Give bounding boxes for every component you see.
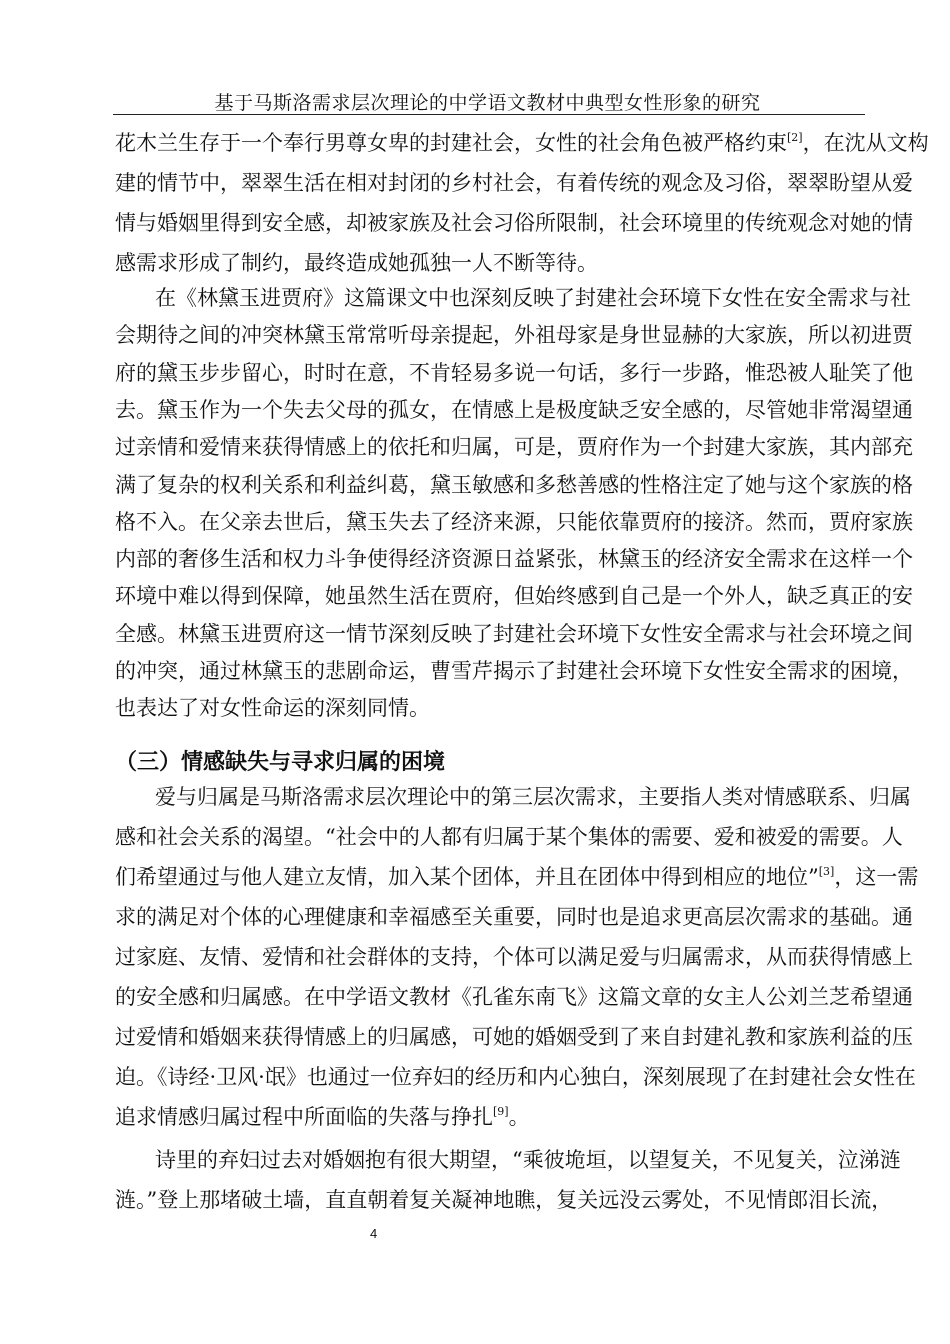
paragraph-line bbox=[115, 434, 913, 460]
paragraph-line bbox=[115, 824, 903, 850]
text-segment: 过家庭、友情、爱情和社会群体的支持，个体可以满足爱与归属需求，从而获得情感上 bbox=[115, 945, 913, 969]
text-segment: 诗里的弃妇过去对婚姻抱有很大期望，“乘彼垝垣，以望复关，不见复关，泣涕涟 bbox=[155, 1148, 901, 1172]
paragraph-line bbox=[115, 695, 860, 721]
paragraph-line bbox=[115, 210, 913, 236]
paragraph-line bbox=[115, 1024, 913, 1050]
text-segment: 的安全感和归属感。在中学语文教材《孔雀东南飞》这篇文章的女主人公刘兰芝希望通 bbox=[115, 985, 913, 1009]
citation-superscript: [9] bbox=[493, 1105, 509, 1118]
text-segment: 满了复杂的权利关系和利益纠葛，黛玉敏感和多愁善感的性格注定了她与这个家族的格 bbox=[115, 473, 913, 497]
paragraph-line bbox=[115, 170, 913, 196]
text-segment: 去。黛玉作为一个失去父母的孤女，在情感上是极度缺乏安全感的，尽管她非常渴望通 bbox=[115, 398, 913, 422]
paragraph-line bbox=[115, 621, 913, 647]
paragraph-line bbox=[115, 864, 919, 890]
text-segment: 过亲情和爱情来获得情感上的依托和归属，可是，贾府作为一个封建大家族，其内部充 bbox=[115, 435, 913, 459]
running-header: 基于马斯洛需求层次理论的中学语文教材中典型女性形象的研究 bbox=[214, 92, 761, 114]
text-segment: 情与婚姻里得到安全感，却被家族及社会习俗所限制，社会环境里的传统观念对她的情 bbox=[115, 211, 913, 235]
paragraph-line bbox=[115, 904, 913, 930]
paragraph-line bbox=[115, 397, 913, 423]
text-segment: 建的情节中，翠翠生活在相对封闭的乡村社会，有着传统的观念及习俗，翠翠盼望从爱 bbox=[115, 171, 913, 195]
paragraph-line bbox=[115, 984, 913, 1010]
paragraph-line bbox=[115, 472, 913, 498]
text-segment: 府的黛玉步步留心，时时在意，不肯轻易多说一句话，多行一步路，惟恐被人耻笑了他 bbox=[115, 361, 913, 385]
text-segment: 会期待之间的冲突林黛玉常常听母亲提起，外祖母家是身世显赫的大家族，所以初进贾 bbox=[115, 323, 913, 347]
paragraph-line bbox=[115, 250, 860, 276]
text-segment: 的冲突，通过林黛玉的悲剧命运，曹雪芹揭示了封建社会环境下女性安全需求的困境， bbox=[115, 659, 913, 683]
paragraph-line bbox=[115, 322, 913, 348]
paragraph-line bbox=[115, 1187, 893, 1213]
text-segment: 也表达了对女性命运的深刻同情。 bbox=[115, 696, 430, 720]
text-segment: 感和社会关系的渴望。“社会中的人都有归属于某个集体的需要、爱和被爱的需要。人 bbox=[115, 825, 903, 849]
text-segment: 们希望通过与他人建立友情，加入某个团体，并且在团体中得到相应的地位” bbox=[115, 865, 819, 889]
paragraph-line bbox=[115, 944, 913, 970]
paragraph-line bbox=[115, 546, 913, 572]
paragraph-line bbox=[155, 1147, 901, 1173]
paragraph-line bbox=[115, 1064, 916, 1090]
text-segment: 环境中难以得到保障，她虽然生活在贾府，但始终感到自己是一个外人，缺乏真正的安 bbox=[115, 584, 913, 608]
paragraph-line bbox=[115, 509, 913, 535]
text-segment: ，这一需 bbox=[834, 865, 919, 889]
paragraph-line bbox=[115, 360, 913, 386]
page-number: 4 bbox=[370, 1226, 378, 1241]
text-segment: 爱与归属是马斯洛需求层次理论中的第三层次需求，主要指人类对情感联系、归属 bbox=[155, 785, 911, 809]
text-segment: 全感。林黛玉进贾府这一情节深刻反映了封建社会环境下女性安全需求与社会环境之间 bbox=[115, 622, 913, 646]
text-segment: 迫。《诗经·卫风·氓》也通过一位弃妇的经历和内心独白，深刻展现了在封建社会女性在 bbox=[115, 1065, 916, 1089]
text-segment: 追求情感归属过程中所面临的失落与挣扎 bbox=[115, 1105, 493, 1129]
text-segment: 。 bbox=[508, 1105, 530, 1129]
section-heading: （三）情感缺失与寻求归属的困境 bbox=[115, 750, 446, 775]
header-rule bbox=[113, 114, 865, 115]
text-segment: 过爱情和婚姻来获得情感上的归属感，可她的婚姻受到了来自封建礼教和家族利益的压 bbox=[115, 1025, 913, 1049]
paragraph-line bbox=[115, 130, 929, 156]
text-segment: 涟。”登上那堵破土墙，直直朝着复关凝神地瞧，复关远没云雾处，不见情郎泪长流， bbox=[115, 1188, 893, 1212]
text-segment: 内部的奢侈生活和权力斗争使得经济资源日益紧张，林黛玉的经济安全需求在这样一个 bbox=[115, 547, 913, 571]
paragraph-line bbox=[155, 285, 911, 311]
text-segment: 花木兰生存于一个奉行男尊女卑的封建社会，女性的社会角色被严格约束 bbox=[115, 131, 787, 155]
paragraph-line bbox=[115, 583, 913, 609]
paragraph-line bbox=[115, 658, 913, 684]
paragraph-line bbox=[115, 1104, 860, 1130]
text-segment: 感需求形成了制约，最终造成她孤独一人不断等待。 bbox=[115, 251, 598, 275]
text-segment: 格不入。在父亲去世后，黛玉失去了经济来源，只能依靠贾府的接济。然而，贾府家族 bbox=[115, 510, 913, 534]
text-segment: 在《林黛玉进贾府》这篇课文中也深刻反映了封建社会环境下女性在安全需求与社 bbox=[155, 286, 911, 310]
text-segment: 求的满足对个体的心理健康和幸福感至关重要，同时也是追求更高层次需求的基础。通 bbox=[115, 905, 913, 929]
citation-superscript: [3] bbox=[818, 865, 835, 878]
paragraph-line bbox=[155, 784, 911, 810]
citation-superscript: [2] bbox=[787, 131, 803, 144]
text-segment: ，在沈从文构 bbox=[802, 131, 929, 155]
